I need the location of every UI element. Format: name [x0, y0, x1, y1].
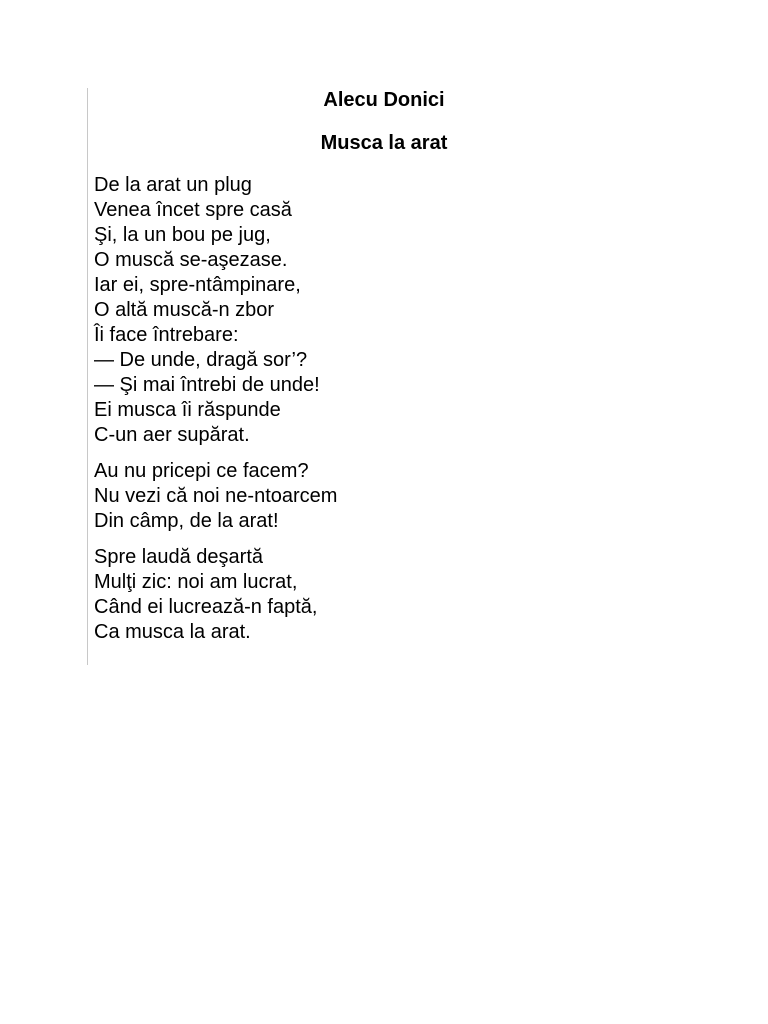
poem-body — [94, 173, 337, 656]
poem-line: — Şi mai întrebi de unde! — [94, 374, 320, 396]
poem-title: Musca la arat — [320, 132, 448, 154]
stanza-1 — [94, 173, 337, 448]
poem-line: Din câmp, de la arat! — [94, 510, 279, 532]
poem-line: Mulţi zic: noi am lucrat, — [94, 571, 298, 593]
stanza-3 — [94, 545, 337, 645]
poem-line: De la arat un plug — [94, 174, 252, 196]
author-heading: Alecu Donici — [323, 89, 445, 111]
poem-line: Au nu pricepi ce facem? — [94, 460, 309, 482]
poem-line: O muscă se-aşezase. — [94, 249, 288, 271]
poem-line: Şi, la un bou pe jug, — [94, 224, 271, 246]
poem-line: Iar ei, spre-ntâmpinare, — [94, 274, 301, 296]
poem-line: Ca musca la arat. — [94, 621, 251, 643]
poem-line: O altă muscă-n zbor — [94, 299, 275, 321]
poem-line: Nu vezi că noi ne-ntoarcem — [94, 485, 338, 507]
poem-line: Când ei lucrează-n faptă, — [94, 596, 318, 618]
poem-line: Spre laudă deşartă — [94, 546, 264, 568]
poem-line: — De unde, dragă sor’? — [94, 349, 308, 371]
stanza-2 — [94, 459, 337, 534]
poem-line: Venea încet spre casă — [94, 199, 292, 221]
left-margin-rule — [87, 88, 88, 665]
poem-line: Îi face întrebare: — [94, 324, 239, 346]
poem-line: C-un aer supărat. — [94, 424, 250, 446]
poem-line: Ei musca îi răspunde — [94, 399, 281, 421]
